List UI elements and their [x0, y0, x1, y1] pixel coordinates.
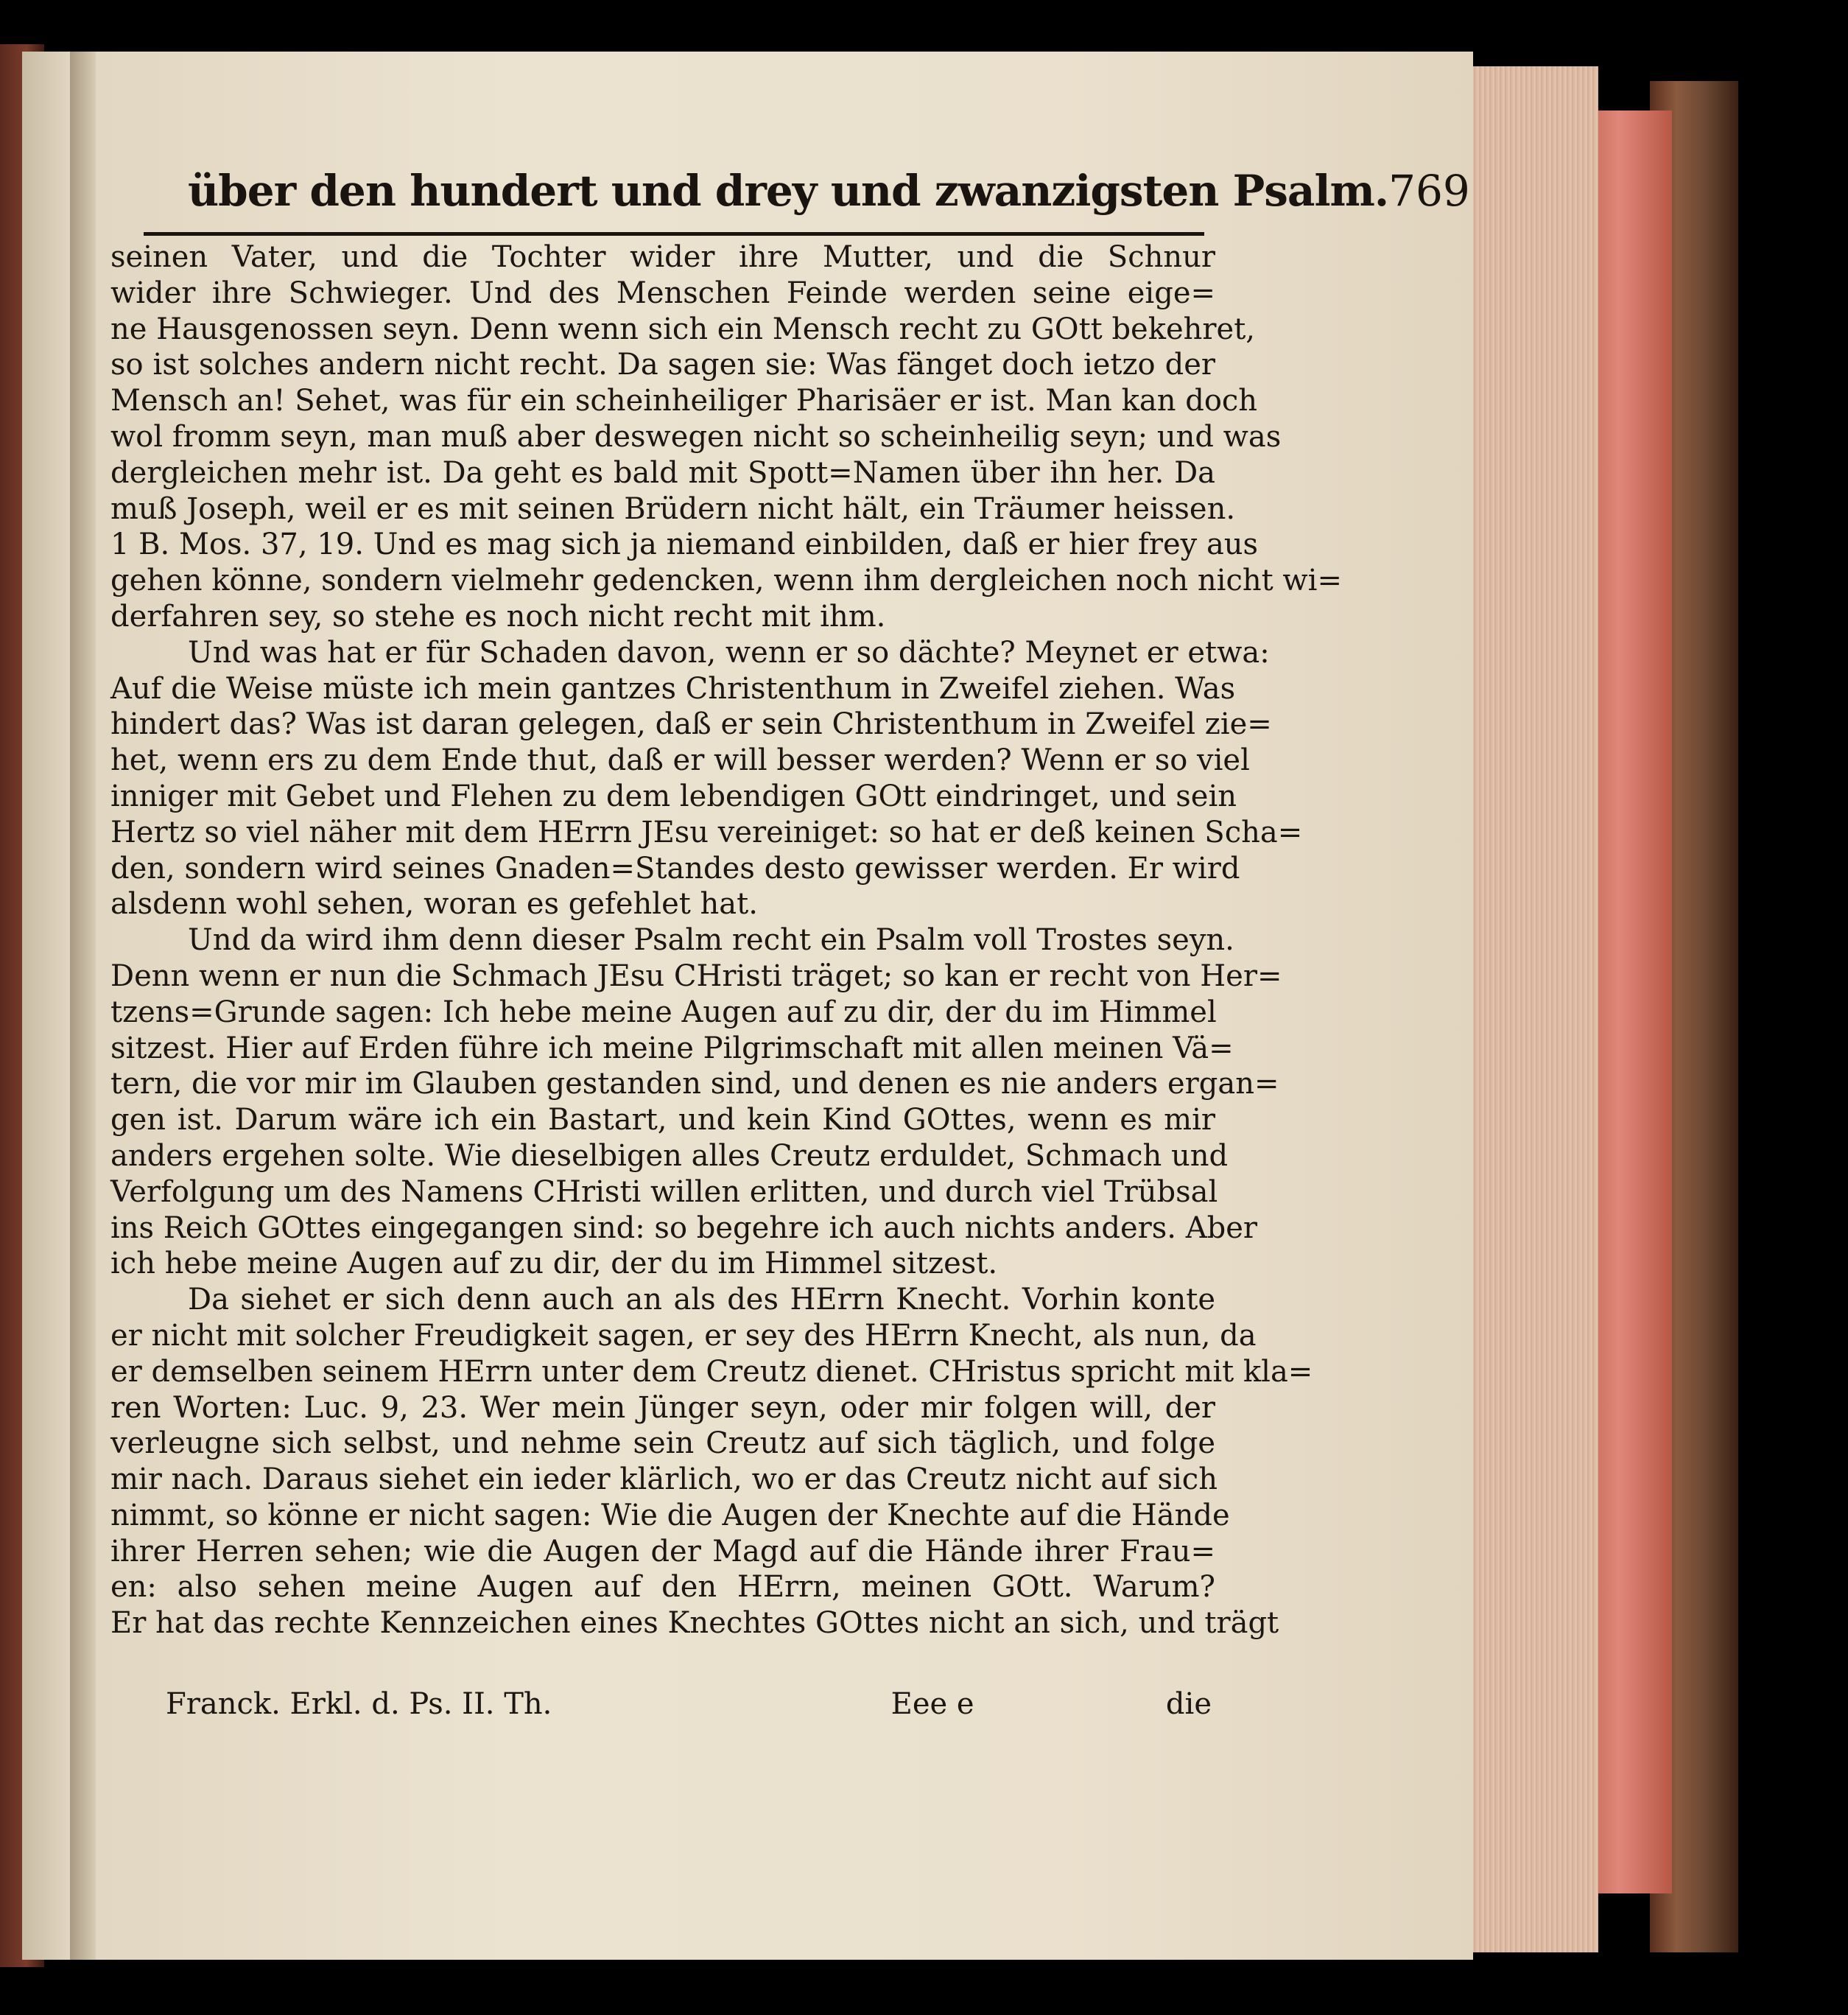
text-line: en: also sehen meine Augen auf den HErrn, meinen GOtt. Warum? — [110, 1570, 1215, 1605]
page-block-edges — [1466, 66, 1598, 1952]
text-line: ne Hausgenossen seyn. Denn wenn sich ein Mensch recht zu GOtt bekehret, — [110, 312, 1255, 346]
text-line: ren Worten: Luc. 9, 23. Wer mein Jünger seyn, oder mir folgen will, der — [110, 1390, 1215, 1425]
text-line: wider ihre Schwieger. Und des Menschen Feinde werden seine eige= — [110, 276, 1215, 310]
text-line: Mensch an! Sehet, was für ein scheinheiliger Pharisäer er ist. Man kan doch — [110, 384, 1258, 418]
text-line: Verfolgung um des Namens CHristi willen erlitten, und durch viel Trübsal — [110, 1174, 1218, 1209]
text-line: so ist solches andern nicht recht. Da sagen sie: Was fänget doch ietzo der — [110, 348, 1215, 382]
text-line: anders ergehen solte. Wie dieselbigen alles Creutz erduldet, Schmach und — [110, 1138, 1229, 1173]
text-line: derfahren sey, so stehe es noch nicht recht mit ihm. — [110, 599, 886, 634]
text-line: Er hat das rechte Kennzeichen eines Knechtes GOttes nicht an sich, und trägt — [110, 1606, 1279, 1641]
text-line: ich hebe meine Augen auf zu dir, der du im Himmel sitzest. — [110, 1247, 998, 1281]
footer-title: Franck. Erkl. d. Ps. II. Th. — [166, 1687, 552, 1721]
catchword: die — [1165, 1687, 1212, 1721]
text-line: wol fromm seyn, man muß aber deswegen nicht so scheinheilig seyn; und was — [110, 419, 1282, 454]
text-line: Denn wenn er nun die Schmach JEsu CHristi träget; so kan er recht von Her= — [110, 959, 1282, 993]
text-line: Auf die Weise müste ich mein gantzes Christenthum in Zweifel ziehen. Was — [110, 671, 1236, 706]
text-line: seinen Vater, und die Tochter wider ihre Mutter, und die Schnur — [110, 240, 1215, 274]
page-number: 769 — [1388, 166, 1470, 216]
body-text — [110, 239, 1342, 1641]
text-line: ins Reich GOttes eingegangen sind: so begehre ich auch nichts anders. Aber — [110, 1210, 1258, 1245]
text-line: dergleichen mehr ist. Da geht es bald mit Spott=Namen über ihn her. Da — [110, 455, 1215, 490]
text-line: hindert das? Was ist daran gelegen, daß er sein Christenthum in Zweifel zie= — [110, 707, 1272, 742]
text-line: mir nach. Daraus siehet ein ieder klärlich, wo er das Creutz nicht auf sich — [110, 1462, 1218, 1497]
text-line: ihrer Herren sehen; wie die Augen der Magd auf die Hände ihrer Frau= — [110, 1534, 1215, 1569]
text-line: Und da wird ihm denn dieser Psalm recht ein Psalm voll Trostes seyn. — [188, 923, 1234, 958]
text-line: Da siehet er sich denn auch an als des HErrn Knecht. Vorhin konte — [188, 1283, 1215, 1317]
text-line: Und was hat er für Schaden davon, wenn er so dächte? Meynet er etwa: — [188, 635, 1270, 670]
text-line: den, sondern wird seines Gnaden=Standes desto gewisser werden. Er wird — [110, 851, 1240, 886]
text-line: alsdenn wohl sehen, woran es gefehlet hat. — [110, 887, 758, 922]
text-line: 1 B. Mos. 37, 19. Und es mag sich ja niemand einbilden, daß er hier frey aus — [110, 528, 1259, 562]
text-line: er nicht mit solcher Freudigkeit sagen, er sey des HErrn Knecht, als nun, da — [110, 1318, 1257, 1353]
page-header — [188, 166, 1470, 216]
text-line: sitzest. Hier auf Erden führe ich meine Pilgrimschaft mit allen meinen Vä= — [110, 1031, 1234, 1065]
text-line: tern, die vor mir im Glauben gestanden sind, und denen es nie anders ergan= — [110, 1067, 1279, 1101]
text-line: gehen könne, sondern vielmehr gedencken, wenn ihm dergleichen noch nicht wi= — [110, 564, 1342, 598]
text-line: muß Joseph, weil er es mit seinen Brüdern nicht hält, ein Träumer heissen. — [110, 491, 1236, 526]
text-line: tzens=Grunde sagen: Ich hebe meine Augen auf zu dir, der du im Himmel — [110, 995, 1217, 1029]
text-line: gen ist. Darum wäre ich ein Bastart, und kein Kind GOttes, wenn es mir — [110, 1103, 1215, 1138]
text-line: het, wenn ers zu dem Ende thut, daß er will besser werden? Wenn er so viel — [110, 743, 1250, 778]
text-line: nimmt, so könne er nicht sagen: Wie die Augen der Knechte auf die Hände — [110, 1498, 1230, 1532]
page-footer — [166, 1687, 1212, 1721]
running-head: über den hundert und drey und zwanzigsten Psalm. — [188, 166, 1389, 216]
text-line: inniger mit Gebet und Flehen zu dem lebendigen GOtt eindringet, und sein — [110, 779, 1237, 813]
text-line: er demselben seinem HErrn unter dem Creutz dienet. CHristus spricht mit kla= — [110, 1354, 1313, 1389]
header-rule — [144, 232, 1204, 236]
left-page-edge — [22, 52, 74, 1960]
text-line: Hertz so viel näher mit dem HErrn JEsu vereiniget: so hat er deß keinen Scha= — [110, 815, 1303, 849]
text-line: verleugne sich selbst, und nehme sein Creutz auf sich täglich, und folge — [110, 1426, 1215, 1461]
signature-mark: Eee e — [890, 1687, 974, 1721]
